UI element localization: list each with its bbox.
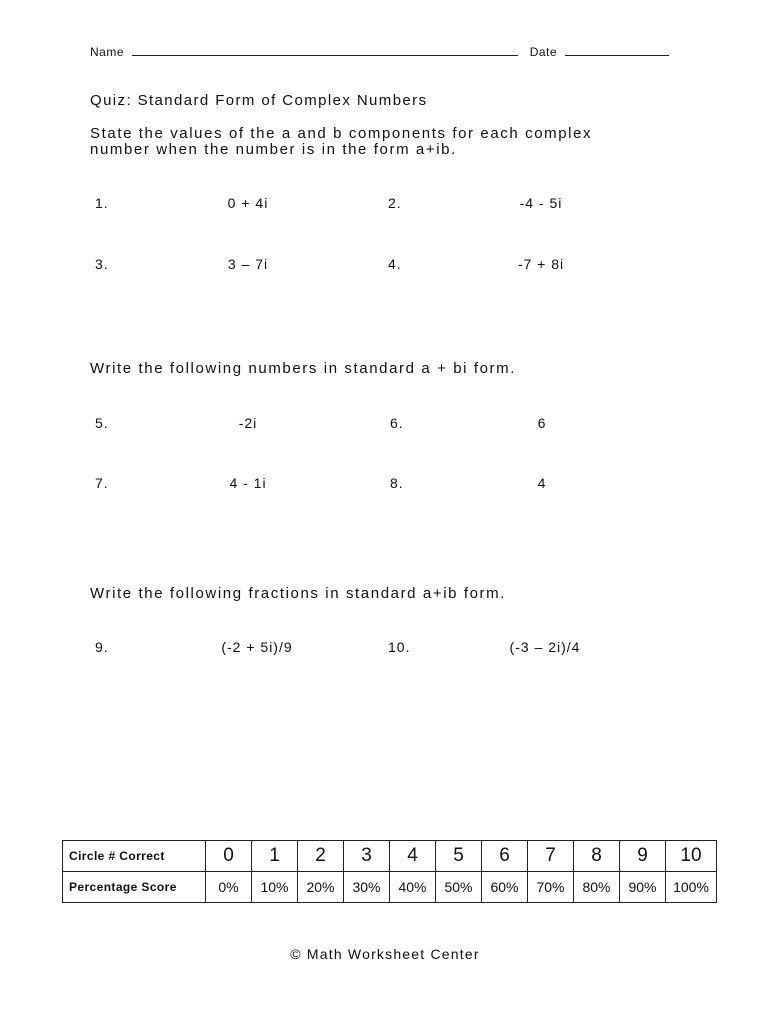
percent-cell-10: 100% bbox=[666, 872, 717, 903]
problem-7-number: 7. bbox=[95, 475, 109, 491]
percent-cell-0: 0% bbox=[206, 872, 252, 903]
score-table bbox=[62, 840, 717, 903]
date-label: Date bbox=[529, 45, 558, 59]
problem-6-number: 6. bbox=[390, 415, 404, 431]
problem-8-expression: 4 bbox=[537, 475, 547, 491]
correct-cell-6[interactable]: 6 bbox=[482, 841, 528, 872]
problem-4-expression: -7 + 8i bbox=[517, 256, 565, 272]
problem-8-number: 8. bbox=[390, 475, 404, 491]
correct-cell-9[interactable]: 9 bbox=[620, 841, 666, 872]
problem-3-expression: 3 – 7i bbox=[227, 256, 269, 272]
name-label: Name bbox=[90, 45, 125, 59]
section-1-instructions-line-2: number when the number is in the form a+ib. bbox=[90, 141, 457, 158]
percent-cell-1: 10% bbox=[252, 872, 298, 903]
problem-5-number: 5. bbox=[95, 415, 109, 431]
problem-2-expression: -4 - 5i bbox=[519, 195, 563, 211]
percentage-score-label: Percentage Score bbox=[63, 872, 206, 903]
correct-cell-8[interactable]: 8 bbox=[574, 841, 620, 872]
problem-9-number: 9. bbox=[95, 639, 109, 655]
section-1-instructions-line-1: State the values of the a and b components for each complex bbox=[90, 125, 593, 142]
section-2-instructions: Write the following numbers in standard a + bi form. bbox=[90, 360, 517, 377]
correct-cell-2[interactable]: 2 bbox=[298, 841, 344, 872]
problem-1-number: 1. bbox=[95, 195, 109, 211]
problem-5-expression: -2i bbox=[238, 415, 258, 431]
circle-correct-label: Circle # Correct bbox=[63, 841, 206, 872]
percent-cell-3: 30% bbox=[344, 872, 390, 903]
percent-cell-6: 60% bbox=[482, 872, 528, 903]
name-date-header bbox=[90, 43, 669, 59]
percent-cell-7: 70% bbox=[528, 872, 574, 903]
correct-cell-1[interactable]: 1 bbox=[252, 841, 298, 872]
name-blank-line bbox=[132, 43, 518, 56]
percent-cell-8: 80% bbox=[574, 872, 620, 903]
correct-cell-7[interactable]: 7 bbox=[528, 841, 574, 872]
problem-3-number: 3. bbox=[95, 256, 109, 272]
correct-cell-4[interactable]: 4 bbox=[390, 841, 436, 872]
score-row-correct bbox=[63, 841, 717, 872]
date-blank-line bbox=[565, 43, 669, 56]
correct-cell-0[interactable]: 0 bbox=[206, 841, 252, 872]
problem-2-number: 2. bbox=[388, 195, 402, 211]
percent-cell-5: 50% bbox=[436, 872, 482, 903]
correct-cell-3[interactable]: 3 bbox=[344, 841, 390, 872]
problem-6-expression: 6 bbox=[537, 415, 547, 431]
score-row-percentage bbox=[63, 872, 717, 903]
problem-9-expression: (-2 + 5i)/9 bbox=[221, 639, 293, 655]
percent-cell-9: 90% bbox=[620, 872, 666, 903]
quiz-title: Quiz: Standard Form of Complex Numbers bbox=[90, 92, 428, 109]
percent-cell-4: 40% bbox=[390, 872, 436, 903]
percent-cell-2: 20% bbox=[298, 872, 344, 903]
correct-cell-10[interactable]: 10 bbox=[666, 841, 717, 872]
problem-1-expression: 0 + 4i bbox=[227, 195, 269, 211]
problem-10-expression: (-3 – 2i)/4 bbox=[509, 639, 581, 655]
section-1-instructions bbox=[90, 126, 690, 158]
problem-4-number: 4. bbox=[388, 256, 402, 272]
copyright-footer: © Math Worksheet Center bbox=[290, 946, 480, 962]
section-3-instructions: Write the following fractions in standard a+ib form. bbox=[90, 585, 506, 602]
correct-cell-5[interactable]: 5 bbox=[436, 841, 482, 872]
problem-7-expression: 4 - 1i bbox=[229, 475, 267, 491]
problem-10-number: 10. bbox=[388, 639, 411, 655]
